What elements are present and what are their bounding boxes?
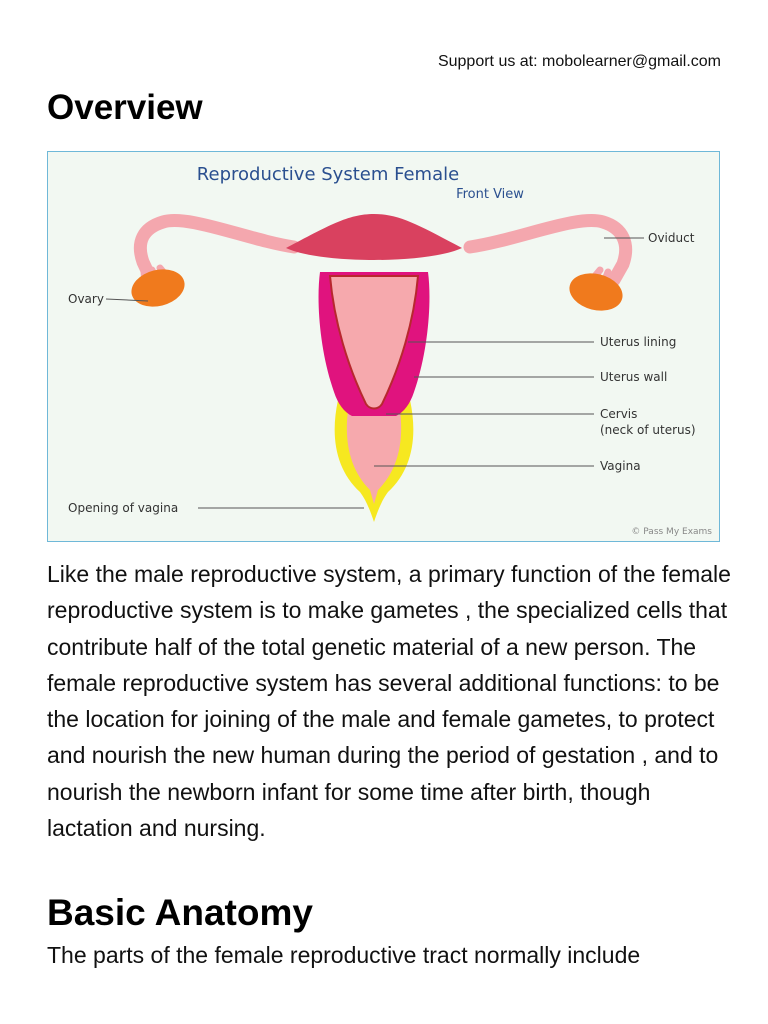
section-title-basic-anatomy: Basic Anatomy bbox=[47, 892, 313, 933]
left-ovary-shape bbox=[127, 264, 188, 312]
anatomy-paragraph: The parts of the female reproductive tract normally include bbox=[47, 942, 641, 968]
label-ovary: Ovary bbox=[68, 292, 104, 306]
label-uterus-wall: Uterus wall bbox=[600, 370, 668, 384]
figure-credit: © Pass My Exams bbox=[631, 527, 712, 537]
reproductive-system-figure bbox=[47, 151, 720, 542]
label-oviduct: Oviduct bbox=[648, 231, 695, 245]
figure-subtitle: Front View bbox=[456, 187, 524, 202]
overview-paragraph: Like the male reproductive system, a primary function of the female reproductive system is to make gametes , the specialized cells that contribute half of the total genetic material of a new person. The female reproductive system has several additional functions: to be the location for joining of the male and female gametes, to protect and nourish the new human during the period of gestation , and to nourish the newborn infant for some time after birth, though lactation and nursing. bbox=[47, 561, 731, 842]
figure-title: Reproductive System Female bbox=[196, 164, 460, 185]
label-cervis: Cervis bbox=[600, 407, 638, 421]
label-vagina: Vagina bbox=[600, 459, 641, 473]
label-cervis-note: (neck of uterus) bbox=[600, 423, 696, 437]
reproductive-system-diagram bbox=[48, 152, 719, 541]
vagina-canal-shape bbox=[347, 410, 401, 504]
section-title-overview: Overview bbox=[47, 88, 203, 127]
support-contact-text: Support us at: mobolearner@gmail.com bbox=[437, 53, 721, 70]
label-opening-of-vagina: Opening of vagina bbox=[68, 501, 179, 515]
label-uterus-lining: Uterus lining bbox=[600, 335, 677, 349]
uterus-fundus-shape bbox=[286, 214, 462, 260]
